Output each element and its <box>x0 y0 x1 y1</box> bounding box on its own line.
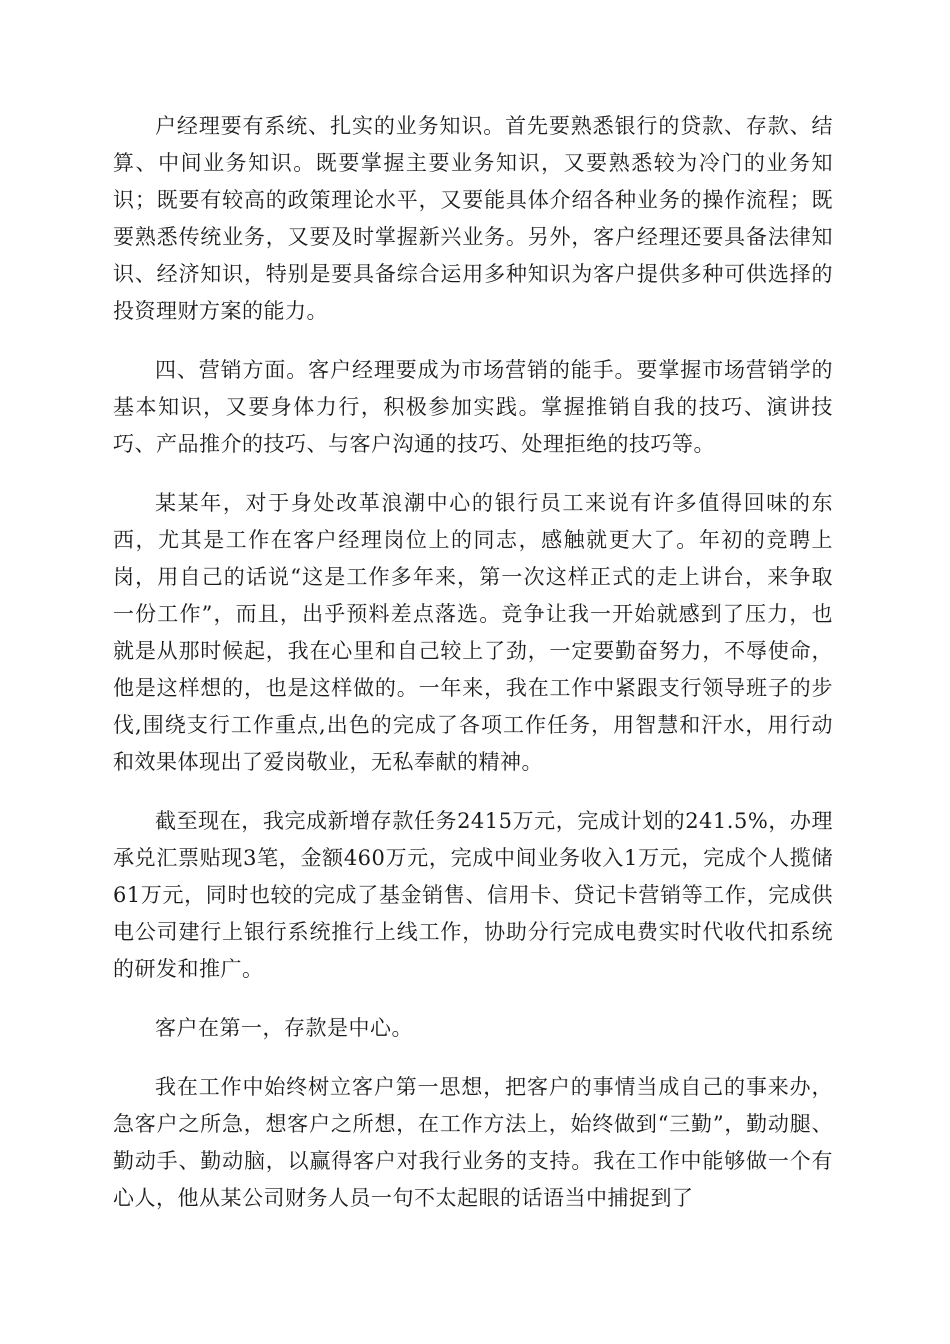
paragraph-year-review: 某某年，对于身处改革浪潮中心的银行员工来说有许多值得回味的东西，尤其是工作在客户经理岗位上的同志，感触就更大了。年初的竞聘上岗，用自己的话说“这是工作多年来，第一次这样正式的走上讲台，来争取一份工作”，而且，出乎预料差点落选。竞争让我一开始就感到了压力，也就是从那时候起，我在心里和自己较上了劲，一定要勤奋努力，不辱使命，他是这样想的，也是这样做的。一年来，我在工作中紧跟支行领导班子的步伐,围绕支行工作重点,出色的完成了各项工作任务，用智慧和汗水，用行动和效果体现出了爱岗敬业，无私奉献的精神。 <box>113 491 833 774</box>
paragraph-customer-first: 我在工作中始终树立客户第一思想，把客户的事情当成自己的事来办，急客户之所急，想客户之所想，在工作方法上，始终做到“三勤”，勤动腿、勤动手、勤动脑，以赢得客户对我行业务的支持。我在工作中能够做一个有心人，他从某公司财务人员一句不太起眼的话语当中捕捉到了 <box>113 1075 833 1210</box>
paragraph-business-knowledge: 户经理要有系统、扎实的业务知识。首先要熟悉银行的贷款、存款、结算、中间业务知识。既要掌握主要业务知识，又要熟悉较为冷门的业务知识；既要有较高的政策理论水平，又要能具体介绍各种业务的操作流程；既要熟悉传统业务，又要及时掌握新兴业务。另外，客户经理还要具备法律知识、经济知识，特别是要具备综合运用多种知识为客户提供多种可供选择的投资理财方案的能力。 <box>113 114 833 323</box>
paragraph-heading-customer-first: 客户在第一，存款是中心。 <box>155 1016 413 1040</box>
paragraph-marketing: 四、营销方面。客户经理要成为市场营销的能手。要掌握市场营销学的基本知识，又要身体力行，积极参加实践。掌握推销自我的技巧、演讲技巧、产品推介的技巧、与客户沟通的技巧、处理拒绝的技巧等。 <box>113 358 833 456</box>
document-page <box>113 108 833 1239</box>
paragraph-results: 截至现在，我完成新增存款任务2415万元，完成计划的241.5%，办理承兑汇票贴现3笔，金额460万元，完成中间业务收入1万元，完成个人揽储61万元，同时也较的完成了基金销售、信用卡、贷记卡营销等工作，完成供电公司建行上银行系统推行上线工作，协助分行完成电费实时代收代扣系统的研发和推广。 <box>113 809 833 981</box>
